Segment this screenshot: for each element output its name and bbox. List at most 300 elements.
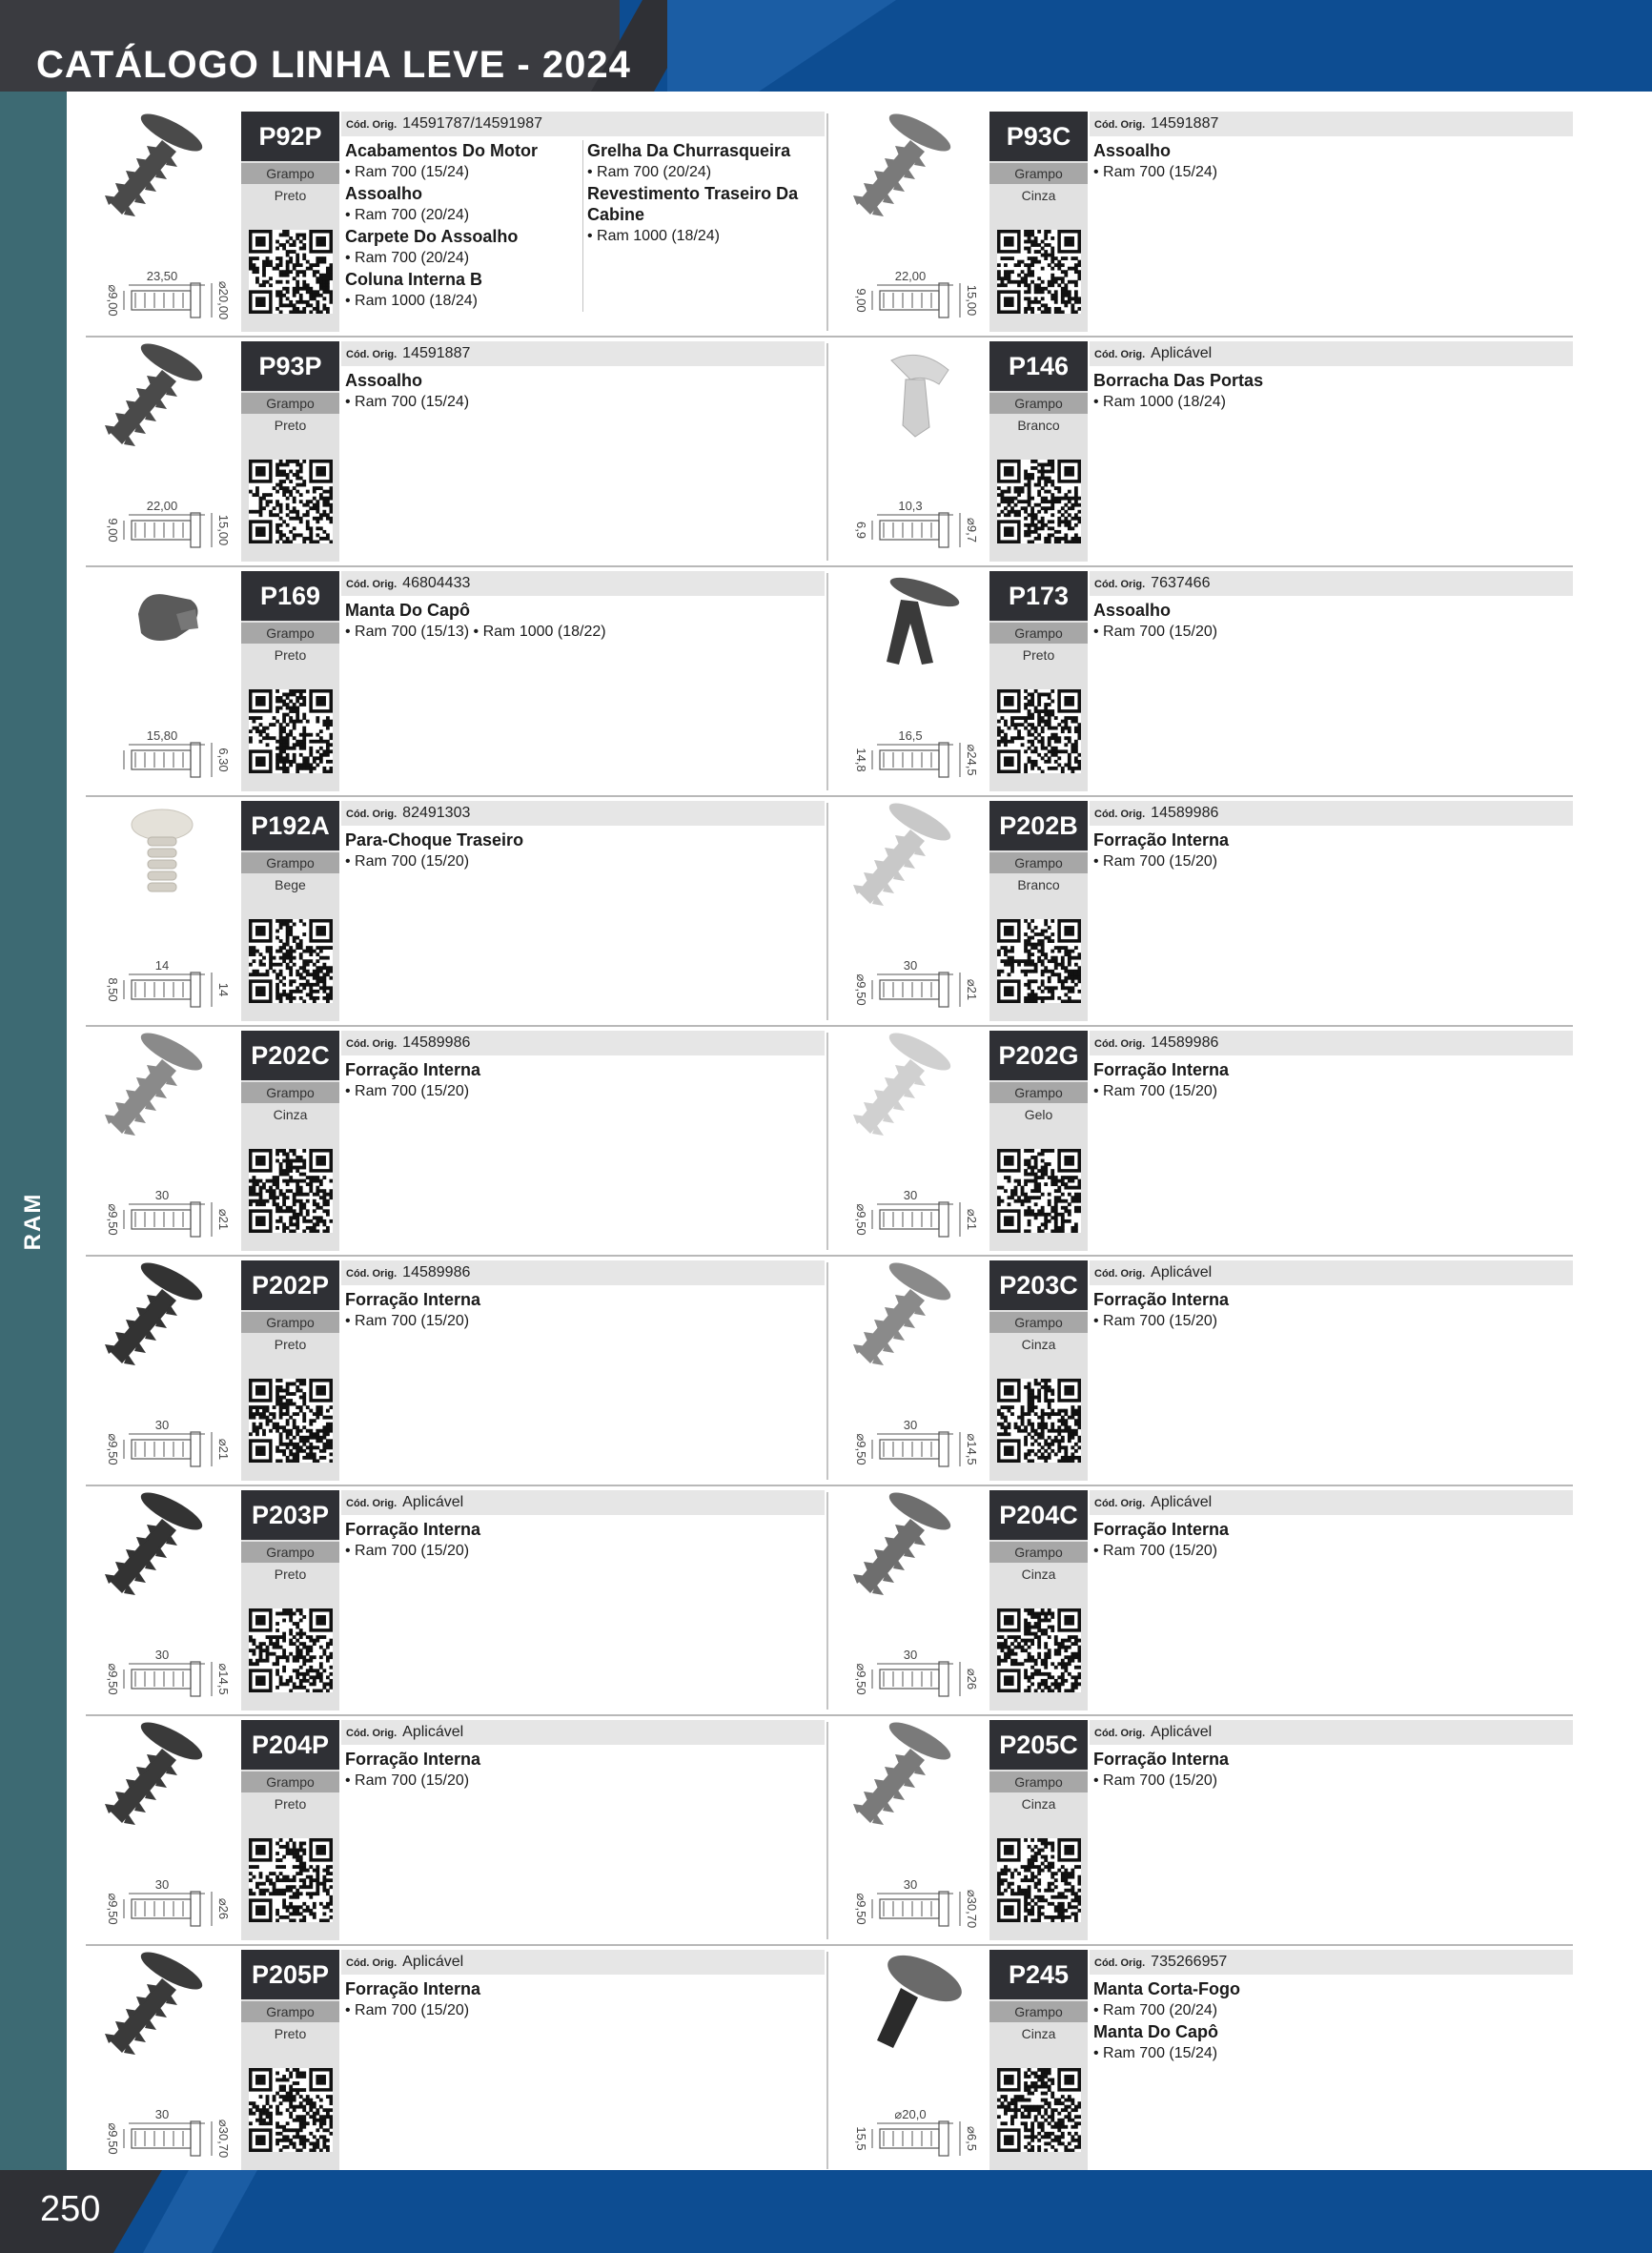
dimension-drawing: [854, 2107, 979, 2156]
product-card[interactable]: [86, 1027, 825, 1255]
application-column: [1090, 1749, 1573, 1792]
applications: [341, 826, 825, 872]
product-code-box: [241, 1260, 339, 1481]
product-image: [834, 1720, 987, 1941]
application-vehicle: • Ram 700 (20/24): [1093, 2002, 1218, 2018]
clip-illustration: [853, 112, 955, 216]
product-color: Cinza: [1021, 2026, 1056, 2041]
product-code: P202G: [989, 1031, 1088, 1080]
original-code-label: Cód. Orig.: [1094, 809, 1146, 820]
product-card[interactable]: [86, 1946, 825, 2174]
dimension-drawing: [106, 269, 231, 319]
product-code-box: [241, 801, 339, 1021]
product-card[interactable]: [834, 338, 1573, 565]
product-type: Grampo: [241, 393, 339, 414]
product-row: [86, 1257, 1573, 1486]
application-column: [1090, 600, 1573, 643]
product-type: Grampo: [241, 1082, 339, 1103]
dimension-drawing: [106, 1418, 231, 1466]
applications: [1090, 1515, 1573, 1562]
original-code-value: 14589986: [402, 1034, 471, 1051]
dimension-right-label: ⌀26: [965, 1668, 979, 1690]
qr-code[interactable]: [249, 230, 333, 314]
dimension-left-label: ⌀9,00: [106, 284, 120, 317]
dimension-right-label: ⌀24,5: [965, 744, 979, 776]
product-code: P169: [241, 571, 339, 621]
dimension-drawing: [106, 958, 231, 1007]
application-title: Forração Interna: [345, 1290, 481, 1309]
product-code: P93C: [989, 112, 1088, 161]
qr-code[interactable]: [997, 689, 1081, 773]
product-code-box: [989, 1260, 1088, 1481]
dimension-top-label: 30: [903, 1188, 918, 1202]
original-code-label: Cód. Orig.: [346, 1268, 398, 1280]
application-title: Forração Interna: [1093, 830, 1230, 850]
application-column: [341, 1978, 825, 2021]
applications: [1090, 1975, 1573, 2064]
original-code-value: 14591787/14591987: [402, 115, 542, 132]
dimension-drawing: [854, 958, 979, 1007]
qr-code[interactable]: [249, 689, 333, 773]
product-code-box: [989, 1950, 1088, 2170]
qr-code[interactable]: [997, 1838, 1081, 1922]
original-code-bar: [1090, 571, 1573, 596]
original-code-bar: [1090, 341, 1573, 366]
product-color: Preto: [1022, 647, 1055, 663]
dimension-drawing: [854, 1188, 979, 1237]
dimension-left-label: 14,8: [854, 748, 868, 772]
application-vehicle: • Ram 700 (15/13) • Ram 1000 (18/22): [345, 624, 606, 640]
applications: [341, 1745, 825, 1792]
clip-illustration: [138, 594, 198, 641]
original-code-value: Aplicável: [402, 1494, 464, 1510]
product-code-box: [989, 1031, 1088, 1251]
product-card[interactable]: [834, 1257, 1573, 1485]
brand-sidebar: [0, 92, 67, 2170]
product-code: P204P: [241, 1720, 339, 1770]
application-vehicle: • Ram 700 (15/24): [345, 164, 470, 180]
application-vehicle: • Ram 700 (15/20): [1093, 853, 1218, 870]
application-title: Manta Corta-Fogo: [1093, 1979, 1240, 1998]
dimension-right-label: 6,30: [216, 748, 231, 772]
qr-code[interactable]: [249, 1838, 333, 1922]
product-image: [834, 571, 987, 792]
product-code: P205C: [989, 1720, 1088, 1770]
product-info: [341, 801, 825, 872]
product-code: P202B: [989, 801, 1088, 850]
dimension-drawing: [106, 1877, 231, 1926]
product-code-box: [241, 571, 339, 791]
original-code-bar: [341, 341, 825, 366]
product-card[interactable]: [86, 338, 825, 565]
dimension-right-label: ⌀21: [216, 1438, 231, 1461]
product-card[interactable]: [834, 797, 1573, 1025]
product-image: [86, 571, 238, 792]
dimension-drawing: [854, 1877, 979, 1928]
product-card[interactable]: [834, 1486, 1573, 1714]
applications: [1090, 1745, 1573, 1792]
application-vehicle: • Ram 700 (15/20): [1093, 1772, 1218, 1789]
qr-code[interactable]: [997, 2068, 1081, 2152]
original-code-value: 14591887: [402, 345, 471, 361]
product-card[interactable]: [834, 1027, 1573, 1255]
dimension-left-label: ⌀9,50: [854, 1663, 868, 1695]
original-code-label: Cód. Orig.: [1094, 119, 1146, 131]
dimension-top-label: 30: [154, 1648, 170, 1662]
qr-code[interactable]: [997, 230, 1081, 314]
application-column: [1090, 140, 1573, 183]
product-info: [1090, 341, 1573, 413]
clip-illustration: [891, 355, 948, 437]
clip-illustration: [853, 801, 955, 906]
product-type: Grampo: [241, 1772, 339, 1792]
application-column: [341, 1059, 825, 1102]
product-card[interactable]: [86, 1716, 825, 1944]
clip-illustration: [105, 1720, 207, 1825]
product-info: [1090, 1031, 1573, 1102]
dimension-right-label: ⌀21: [965, 978, 979, 1001]
product-image: [86, 1950, 238, 2171]
product-info: [1090, 1260, 1573, 1332]
product-code: P202C: [241, 1031, 339, 1080]
original-code-label: Cód. Orig.: [346, 349, 398, 360]
product-info: [1090, 571, 1573, 643]
application-column: [1090, 1978, 1573, 2064]
application-vehicle: • Ram 700 (15/24): [1093, 164, 1218, 180]
product-image: [86, 1031, 238, 1252]
product-row: [86, 1027, 1573, 1257]
dimension-top-label: 14: [154, 958, 170, 973]
application-vehicle: • Ram 700 (15/20): [1093, 1313, 1218, 1329]
original-code-label: Cód. Orig.: [1094, 349, 1146, 360]
applications: [1090, 596, 1573, 643]
dimension-drawing: [854, 499, 979, 547]
application-title: Forração Interna: [1093, 1060, 1230, 1079]
application-column: [341, 830, 825, 872]
original-code-value: Aplicável: [1151, 345, 1213, 361]
original-code-value: Aplicável: [402, 1724, 464, 1740]
original-code-label: Cód. Orig.: [1094, 1268, 1146, 1280]
application-column: [341, 1289, 825, 1332]
product-code-box: [989, 571, 1088, 791]
product-card[interactable]: [834, 108, 1573, 336]
product-code: P192A: [241, 801, 339, 850]
product-row: [86, 108, 1573, 338]
product-info: [1090, 1950, 1573, 2064]
application-vehicle: • Ram 700 (20/24): [345, 207, 470, 223]
application-title: Borracha Das Portas: [1093, 371, 1264, 390]
product-type: Grampo: [241, 2001, 339, 2022]
applications: [1090, 826, 1573, 872]
product-card[interactable]: [834, 1946, 1573, 2174]
applications: [341, 1515, 825, 1562]
product-image: [834, 1031, 987, 1252]
qr-code[interactable]: [997, 460, 1081, 543]
product-image: [834, 112, 987, 333]
product-color: Preto: [274, 1567, 307, 1582]
product-image: [834, 1490, 987, 1711]
product-color: Preto: [274, 418, 307, 433]
qr-code[interactable]: [249, 2068, 333, 2152]
dimension-drawing: [106, 1188, 231, 1237]
original-code-bar: [341, 571, 825, 596]
product-card[interactable]: [86, 1257, 825, 1485]
application-vehicle: • Ram 1000 (18/24): [345, 293, 479, 309]
original-code-value: 14589986: [1151, 805, 1219, 821]
product-code-box: [241, 1031, 339, 1251]
product-type: Grampo: [989, 1542, 1088, 1563]
qr-code[interactable]: [249, 919, 333, 1003]
product-card[interactable]: [86, 108, 825, 336]
dimension-right-label: ⌀21: [965, 1208, 979, 1231]
qr-code[interactable]: [249, 460, 333, 543]
applications: [1090, 1285, 1573, 1332]
dimension-right-label: 15,00: [216, 514, 231, 546]
dimension-right-label: ⌀20,00: [216, 280, 231, 320]
original-code-value: 14591887: [1151, 115, 1219, 132]
product-code: P245: [989, 1950, 1088, 1999]
dimension-right-label: ⌀14,5: [216, 1663, 231, 1695]
qr-code[interactable]: [249, 1608, 333, 1692]
clip-illustration: [105, 112, 207, 216]
product-code-box: [989, 801, 1088, 1021]
dimension-left-label: 15,5: [854, 2126, 868, 2151]
applications: [341, 1975, 825, 2021]
product-code-box: [241, 1490, 339, 1710]
page-title: CATÁLOGO LINHA LEVE - 2024: [36, 44, 631, 86]
product-card[interactable]: [834, 567, 1573, 795]
product-info: [1090, 1720, 1573, 1792]
product-image: [834, 801, 987, 1022]
application-title: Revestimento Traseiro Da Cabine: [587, 184, 799, 224]
clip-illustration: [853, 1260, 955, 1365]
column-divider: [826, 803, 828, 1020]
application-vehicle: • Ram 700 (15/20): [345, 1543, 470, 1559]
application-vehicle: • Ram 700 (15/20): [345, 1772, 470, 1789]
qr-code[interactable]: [249, 1379, 333, 1463]
application-vehicle: • Ram 700 (15/20): [345, 1083, 470, 1099]
clip-illustration: [877, 1950, 969, 2048]
product-code-box: [989, 1490, 1088, 1710]
product-code: P203C: [989, 1260, 1088, 1310]
dimension-drawing: [124, 728, 231, 777]
dimension-drawing: [854, 1648, 979, 1696]
dimension-left-label: ⌀9,50: [854, 1433, 868, 1465]
column-divider: [826, 113, 828, 331]
original-code-value: 735266957: [1151, 1954, 1228, 1970]
product-image: [86, 1720, 238, 1941]
product-code: P202P: [241, 1260, 339, 1310]
product-info: [1090, 112, 1573, 183]
original-code-value: Aplicável: [1151, 1494, 1213, 1510]
dimension-left-label: 9,00: [106, 518, 120, 543]
product-image: [86, 1260, 238, 1482]
product-card[interactable]: [86, 797, 825, 1025]
product-code: P146: [989, 341, 1088, 391]
product-info: [341, 1950, 825, 2021]
application-title: Forração Interna: [1093, 1520, 1230, 1539]
original-code-label: Cód. Orig.: [1094, 1728, 1146, 1739]
column-divider: [826, 573, 828, 790]
product-image: [86, 801, 238, 1022]
product-image: [86, 1490, 238, 1711]
original-code-bar: [341, 801, 825, 826]
product-type: Grampo: [989, 1772, 1088, 1792]
applications: [341, 366, 825, 413]
clip-illustration: [853, 1490, 955, 1595]
dimension-top-label: 22,00: [146, 499, 178, 513]
qr-code[interactable]: [997, 1149, 1081, 1233]
page-footer: [0, 2170, 1652, 2253]
product-image: [834, 1950, 987, 2171]
application-title: Forração Interna: [1093, 1750, 1230, 1769]
product-info: [341, 571, 825, 643]
product-code-box: [241, 1720, 339, 1940]
product-card[interactable]: [86, 1486, 825, 1714]
product-info: [1090, 1490, 1573, 1562]
product-code-box: [989, 112, 1088, 332]
original-code-value: Aplicável: [1151, 1724, 1213, 1740]
dimension-top-label: 22,00: [894, 269, 927, 283]
dimension-right-label: ⌀14,5: [965, 1433, 979, 1465]
application-title: Forração Interna: [345, 1750, 481, 1769]
application-column: [1090, 1059, 1573, 1102]
application-vehicle: • Ram 700 (15/24): [345, 394, 470, 410]
product-info: [341, 1260, 825, 1332]
application-vehicle: • Ram 700 (15/20): [1093, 624, 1218, 640]
product-type: Grampo: [241, 163, 339, 184]
application-title: Assoalho: [345, 184, 423, 203]
application-title: Carpete Do Assoalho: [345, 227, 519, 246]
dimension-left-label: ⌀9,50: [106, 1663, 120, 1695]
application-title: Coluna Interna B: [345, 270, 483, 289]
original-code-bar: [341, 1720, 825, 1745]
product-row: [86, 1716, 1573, 1946]
original-code-label: Cód. Orig.: [346, 1957, 398, 1969]
application-vehicle: • Ram 700 (20/24): [587, 164, 712, 180]
application-title: Forração Interna: [345, 1060, 481, 1079]
product-type: Grampo: [241, 623, 339, 644]
product-card[interactable]: [86, 567, 825, 795]
product-image: [86, 112, 238, 333]
dimension-right-label: ⌀30,70: [965, 1889, 979, 1929]
product-type: Grampo: [989, 393, 1088, 414]
product-code-box: [241, 1950, 339, 2170]
product-info: [341, 1490, 825, 1562]
dimension-left-label: 8,50: [106, 977, 120, 1002]
dimension-left-label: ⌀9,50: [106, 1433, 120, 1465]
original-code-value: 14589986: [402, 1264, 471, 1280]
application-column: [1090, 1289, 1573, 1332]
application-title: Manta Do Capô: [345, 601, 471, 620]
brand-label: RAM: [20, 1192, 46, 1251]
dimension-right-label: ⌀6,5: [965, 2126, 979, 2151]
page-header: [0, 0, 1652, 92]
original-code-label: Cód. Orig.: [1094, 1038, 1146, 1050]
dimension-left-label: ⌀9,50: [854, 973, 868, 1006]
dimension-right-label: 15,00: [965, 284, 979, 317]
product-code: P92P: [241, 112, 339, 161]
dimension-top-label: 30: [903, 1648, 918, 1662]
product-type: Grampo: [989, 163, 1088, 184]
original-code-bar: [341, 1260, 825, 1285]
dimension-top-label: 30: [154, 1188, 170, 1202]
original-code-value: 7637466: [1151, 575, 1211, 591]
application-title: Assoalho: [1093, 141, 1172, 160]
original-code-label: Cód. Orig.: [346, 1498, 398, 1509]
application-vehicle: • Ram 700 (15/20): [1093, 1083, 1218, 1099]
application-vehicle: • Ram 1000 (18/24): [1093, 394, 1227, 410]
dimension-right-label: 14: [216, 982, 231, 997]
original-code-bar: [341, 1031, 825, 1055]
application-vehicle: • Ram 700 (15/20): [345, 1313, 470, 1329]
clip-illustration: [105, 1031, 207, 1136]
product-row: [86, 338, 1573, 567]
product-color: Cinza: [1021, 1567, 1056, 1582]
product-color: Branco: [1017, 877, 1060, 892]
application-vehicle: • Ram 1000 (18/24): [587, 228, 721, 244]
clip-illustration: [105, 1490, 207, 1595]
product-card[interactable]: [834, 1716, 1573, 1944]
qr-code[interactable]: [997, 1608, 1081, 1692]
applications: [341, 596, 825, 643]
application-title: Grelha Da Churrasqueira: [587, 141, 791, 160]
product-image: [834, 341, 987, 563]
column-divider: [826, 1952, 828, 2169]
product-color: Cinza: [1021, 1337, 1056, 1352]
original-code-bar: [1090, 801, 1573, 826]
dimension-drawing: [854, 269, 979, 317]
product-code-box: [241, 112, 339, 332]
product-info: [341, 112, 825, 312]
qr-code[interactable]: [997, 1379, 1081, 1463]
original-code-label: Cód. Orig.: [346, 579, 398, 590]
clip-illustration: [105, 1260, 207, 1365]
product-type: Grampo: [241, 1312, 339, 1333]
product-info: [341, 341, 825, 413]
clip-illustration: [132, 809, 193, 891]
original-code-label: Cód. Orig.: [1094, 1498, 1146, 1509]
application-title: Assoalho: [1093, 601, 1172, 620]
product-type: Grampo: [241, 852, 339, 873]
clip-illustration: [853, 1031, 955, 1136]
dimension-top-label: 30: [154, 1418, 170, 1432]
clip-illustration: [887, 572, 962, 665]
column-divider: [826, 1033, 828, 1250]
column-divider: [826, 1722, 828, 1939]
dimension-top-label: 30: [903, 958, 918, 973]
product-type: Grampo: [989, 852, 1088, 873]
qr-code[interactable]: [249, 1149, 333, 1233]
product-type: Grampo: [989, 1082, 1088, 1103]
original-code-value: Aplicável: [1151, 1264, 1213, 1280]
applications: [1090, 136, 1573, 183]
original-code-label: Cód. Orig.: [346, 119, 398, 131]
dimension-top-label: 10,3: [898, 499, 923, 513]
product-code-box: [989, 341, 1088, 562]
dimension-right-label: ⌀26: [216, 1897, 231, 1920]
dimension-left-label: ⌀9,50: [106, 1893, 120, 1925]
footer-light-stripe: [143, 2170, 257, 2253]
column-divider: [826, 1492, 828, 1710]
qr-code[interactable]: [997, 919, 1081, 1003]
product-color: Cinza: [273, 1107, 308, 1122]
product-color: Preto: [274, 188, 307, 203]
original-code-bar: [341, 1490, 825, 1515]
product-row: [86, 797, 1573, 1027]
dimension-left-label: ⌀9,50: [854, 1893, 868, 1925]
application-column: [341, 140, 582, 312]
